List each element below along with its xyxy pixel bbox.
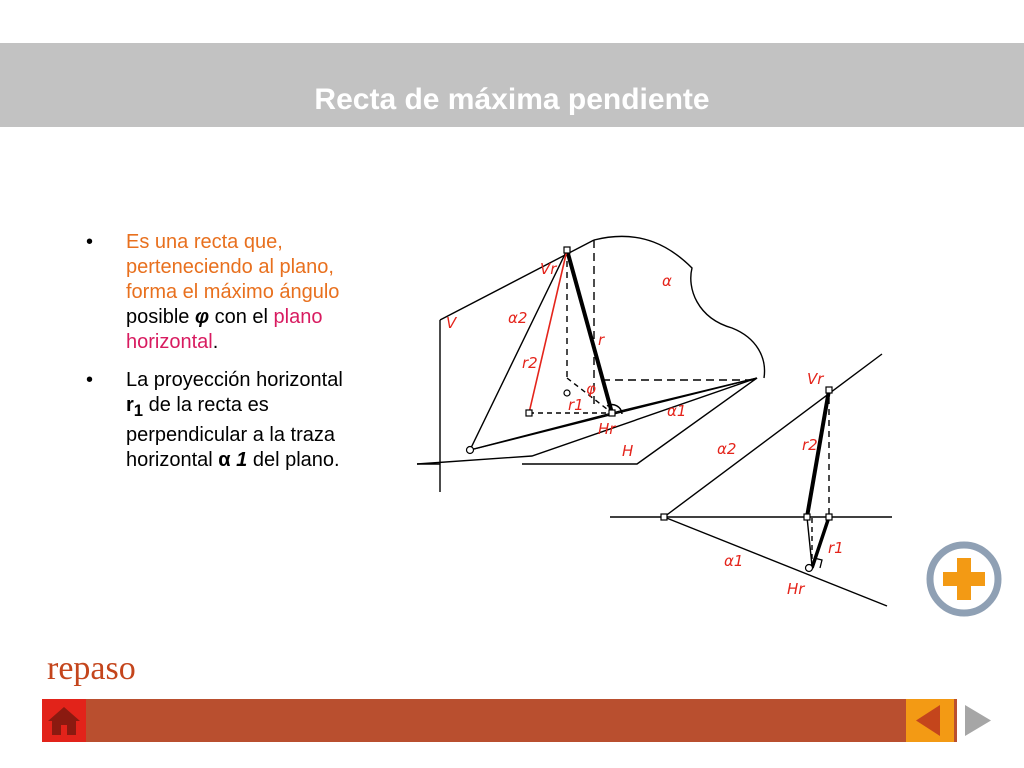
label-v: V — [446, 314, 457, 332]
bullet-item-1 — [84, 230, 354, 355]
bullet1-text-a: posible — [126, 306, 195, 328]
label-vr-right: Vr — [807, 370, 824, 388]
vertical-plane-top-edge — [440, 240, 594, 320]
home-button[interactable] — [42, 699, 86, 742]
bullet1-plano-horizontal: plano horizontal — [126, 306, 323, 353]
alpha1-trace — [664, 517, 887, 606]
more-button[interactable] — [925, 540, 1003, 618]
label-a2: α2 — [508, 309, 528, 327]
bullet1-period: . — [212, 331, 219, 353]
bullet-list — [84, 230, 354, 486]
label-r: r — [598, 331, 605, 349]
bullet1-phi: φ — [194, 306, 210, 328]
label-a2-right: α2 — [717, 440, 737, 458]
label-a1-right: α1 — [724, 552, 744, 570]
label-h: H — [622, 442, 634, 460]
home-icon — [42, 699, 86, 742]
repaso-link[interactable]: repaso — [47, 650, 136, 687]
label-alpha: α — [662, 272, 672, 290]
bullet-dot: • — [86, 231, 94, 253]
alpha-plane-outline — [594, 236, 765, 378]
geometry-diagram — [412, 228, 892, 618]
plus-icon — [925, 540, 1003, 618]
label-hr: Hr — [598, 420, 616, 438]
bullet2-text-c: del plano. — [247, 449, 340, 471]
label-a1: α1 — [667, 402, 687, 420]
next-button[interactable] — [957, 699, 999, 742]
label-phi: φ — [586, 380, 596, 398]
arrow-left-icon — [906, 699, 954, 742]
bullet1-text-b: con el — [209, 306, 274, 328]
bullet2-r-sub: 1 — [133, 401, 144, 420]
label-r2: r2 — [522, 354, 538, 372]
label-vr: Vr — [540, 260, 557, 278]
bullet2-r: r — [126, 394, 134, 416]
label-r1-right: r1 — [828, 539, 844, 557]
bullet2-alpha-num: 1 — [230, 449, 248, 471]
bullet2-text-a: La proyección horizontal — [126, 369, 343, 391]
arrow-right-icon — [957, 699, 999, 742]
bullet-item-2 — [84, 368, 354, 473]
bullet-dot: • — [86, 369, 94, 391]
label-hr-right: Hr — [787, 580, 805, 598]
previous-button[interactable] — [906, 699, 954, 742]
bullet2-alpha: α — [218, 449, 231, 471]
bottom-bar — [42, 699, 957, 742]
bullet2-text-b: de la recta es perpendicular a la traza horizontal — [126, 394, 336, 471]
label-r1: r1 — [568, 396, 584, 414]
bullet1-definition: Es una recta que, perteneciendo al plano, forma el máximo ángulo — [126, 231, 340, 303]
alpha2-trace — [664, 354, 882, 517]
label-r2-right: r2 — [802, 436, 818, 454]
r1-line-projection — [812, 517, 829, 568]
page-title: Recta de máxima pendiente — [314, 83, 710, 116]
